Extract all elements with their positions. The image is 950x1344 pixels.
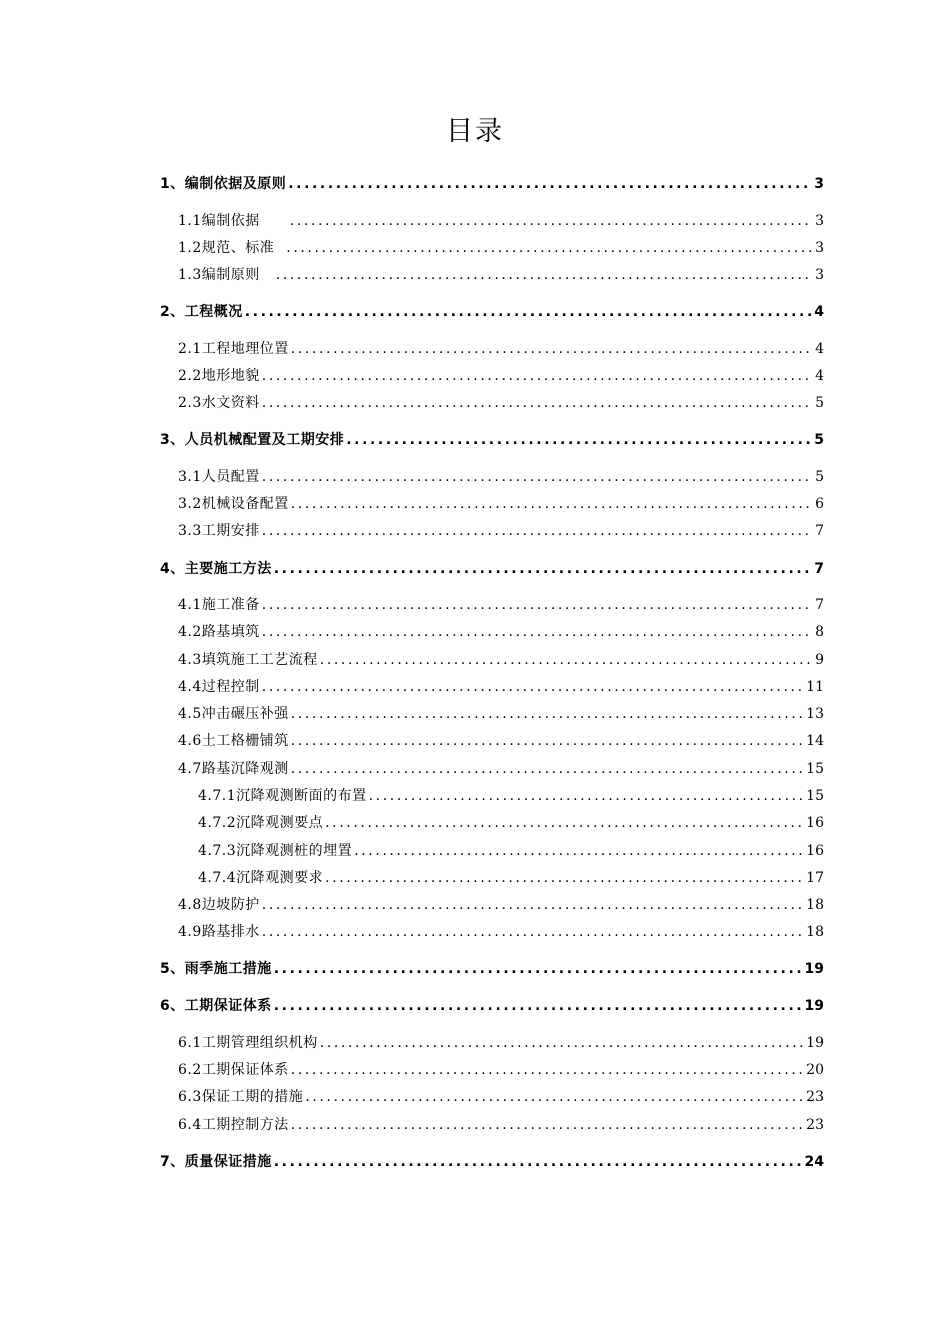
toc-entry-page-number: 3	[815, 240, 824, 256]
toc-entry-label: 4.7.4沉降观测要求	[198, 870, 324, 886]
toc-entry[interactable]	[178, 1088, 824, 1106]
toc-entry-label: 6.3保证工期的措施	[178, 1089, 304, 1105]
toc-entry[interactable]	[178, 522, 824, 540]
dot-leader	[274, 997, 803, 1015]
toc-entry-label: 4.7.2沉降观测要点	[198, 815, 324, 831]
toc-entry-page-number: 23	[806, 1089, 824, 1105]
dot-leader	[325, 869, 804, 887]
toc-entry-label: 4.7.3沉降观测桩的埋置	[198, 843, 353, 859]
toc-entry-label: 4.2路基填筑	[178, 624, 260, 640]
toc-entry-label: 4.5冲击碾压补强	[178, 706, 289, 722]
dot-leader	[262, 896, 804, 914]
toc-entry[interactable]	[178, 623, 824, 641]
dot-leader	[291, 705, 804, 723]
toc-entry-label: 2.3水文资料	[178, 395, 260, 411]
toc-entry-label: 2.1工程地理位置	[178, 341, 289, 357]
page-title: 目录	[446, 116, 504, 147]
toc-entry-label: 4.7.1沉降观测断面的布置	[198, 788, 367, 804]
toc-entry-label: 6.2工期保证体系	[178, 1062, 289, 1078]
toc-entry[interactable]	[178, 678, 824, 696]
toc-entry[interactable]	[178, 596, 824, 614]
toc-entry-page-number: 13	[806, 706, 824, 722]
toc-entry-page-number: 5	[814, 432, 824, 448]
toc-entry-page-number: 24	[804, 1154, 824, 1170]
toc-entry-label: 4.6土工格栅铺筑	[178, 733, 289, 749]
toc-entry[interactable]	[178, 468, 824, 486]
toc-entry-label: 4.7路基沉降观测	[178, 761, 289, 777]
toc-entry-label: 1.3编制原则	[178, 267, 260, 283]
toc-entry-label: 7、质量保证措施	[160, 1154, 272, 1170]
toc-entry-page-number: 15	[806, 788, 824, 804]
toc-entry-page-number: 16	[806, 843, 824, 859]
dot-leader	[291, 732, 804, 750]
toc-entry-label: 3.2机械设备配置	[178, 496, 289, 512]
dot-leader	[291, 1061, 804, 1079]
toc-entry-page-number: 11	[806, 679, 824, 695]
toc-entry-page-number: 5	[815, 395, 824, 411]
dot-leader	[276, 266, 812, 284]
dot-leader	[286, 239, 812, 257]
dot-leader	[305, 1088, 804, 1106]
toc-entry-page-number: 4	[815, 341, 824, 357]
dot-leader	[262, 394, 812, 412]
toc-entry[interactable]	[178, 923, 824, 941]
toc-entry-page-number: 8	[815, 624, 824, 640]
toc-entry-label: 2、工程概况	[160, 304, 243, 320]
toc-entry-page-number: 17	[806, 870, 824, 886]
toc-entry[interactable]	[178, 239, 824, 257]
toc-entry[interactable]	[178, 732, 824, 750]
toc-entry-label: 6.4工期控制方法	[178, 1117, 289, 1133]
toc-entry-page-number: 7	[814, 561, 824, 577]
toc-entry-page-number: 4	[814, 304, 824, 320]
dot-leader	[262, 596, 812, 614]
dot-leader	[262, 468, 812, 486]
toc-entry-page-number: 15	[806, 761, 824, 777]
dot-leader	[290, 212, 812, 230]
toc-entry[interactable]	[198, 869, 824, 887]
toc-entry-label: 4.9路基排水	[178, 924, 260, 940]
toc-entry[interactable]	[178, 212, 824, 230]
toc-entry[interactable]	[178, 651, 824, 669]
toc-entry-label: 2.2地形地貌	[178, 368, 260, 384]
toc-entry[interactable]	[178, 266, 824, 284]
toc-entry-page-number: 14	[806, 733, 824, 749]
toc-entry[interactable]	[160, 560, 824, 578]
dot-leader	[245, 303, 812, 321]
toc-entry[interactable]	[160, 303, 824, 321]
dot-leader	[288, 175, 812, 193]
toc-entry-page-number: 7	[815, 597, 824, 613]
toc-entry[interactable]	[198, 787, 824, 805]
toc-entry-page-number: 7	[815, 523, 824, 539]
toc-entry-page-number: 3	[814, 176, 824, 192]
toc-entry-page-number: 4	[815, 368, 824, 384]
dot-leader	[262, 678, 804, 696]
toc-entry-page-number: 3	[815, 267, 824, 283]
dot-leader	[291, 760, 804, 778]
dot-leader	[262, 923, 804, 941]
toc-entry-label: 6.1工期管理组织机构	[178, 1035, 318, 1051]
toc-entry-page-number: 20	[806, 1062, 824, 1078]
toc-entry-label: 4.4过程控制	[178, 679, 260, 695]
toc-entry-label: 1.1编制依据	[178, 213, 260, 229]
dot-leader	[346, 431, 812, 449]
toc-entry-label: 3.1人员配置	[178, 469, 260, 485]
toc-entry-label: 4.3填筑施工工艺流程	[178, 652, 318, 668]
toc-entry-label: 6、工期保证体系	[160, 998, 272, 1014]
toc-entry[interactable]	[178, 896, 824, 914]
toc-entry[interactable]	[178, 495, 824, 513]
toc-entry[interactable]	[198, 842, 824, 860]
toc-entry-label: 5、雨季施工措施	[160, 961, 272, 977]
toc-entry[interactable]	[160, 431, 824, 449]
toc-entry[interactable]	[178, 394, 824, 412]
dot-leader	[291, 495, 812, 513]
toc-entry[interactable]	[178, 367, 824, 385]
toc-entry-page-number: 18	[806, 924, 824, 940]
toc-entry-label: 4.8边坡防护	[178, 897, 260, 913]
toc-entry-page-number: 9	[815, 652, 824, 668]
toc-entry-label: 4、主要施工方法	[160, 561, 272, 577]
toc-entry[interactable]	[160, 960, 824, 978]
dot-leader	[262, 367, 812, 385]
toc-entry[interactable]	[178, 705, 824, 723]
toc-entry-label: 4.1施工准备	[178, 597, 260, 613]
toc-entry-page-number: 23	[806, 1117, 824, 1133]
toc-entry-page-number: 19	[804, 961, 824, 977]
dot-leader	[262, 623, 812, 641]
toc-entry[interactable]	[160, 997, 824, 1015]
dot-leader	[291, 1116, 804, 1134]
toc-entry[interactable]	[160, 175, 824, 193]
toc-entry-label: 1.2规范、标准	[178, 240, 275, 256]
toc-entry[interactable]	[178, 1116, 824, 1134]
toc-entry[interactable]	[198, 814, 824, 832]
dot-leader	[320, 651, 812, 669]
toc-entry[interactable]	[178, 340, 824, 358]
dot-leader	[262, 522, 812, 540]
toc-entry-label: 1、编制依据及原则	[160, 176, 287, 192]
toc-entry-label: 3、人员机械配置及工期安排	[160, 432, 345, 448]
toc-entry[interactable]	[160, 1153, 824, 1171]
toc-entry-page-number: 5	[815, 469, 824, 485]
toc-entry-page-number: 19	[804, 998, 824, 1014]
dot-leader	[291, 340, 812, 358]
dot-leader	[274, 1153, 803, 1171]
dot-leader	[354, 842, 804, 860]
dot-leader	[369, 787, 805, 805]
toc-entry-label: 3.3工期安排	[178, 523, 260, 539]
toc-entry-page-number: 19	[806, 1035, 824, 1051]
toc-entry[interactable]	[178, 760, 824, 778]
dot-leader	[325, 814, 804, 832]
toc-entry-page-number: 6	[815, 496, 824, 512]
toc-entry[interactable]	[178, 1034, 824, 1052]
toc-entry-page-number: 3	[815, 213, 824, 229]
toc-entry-page-number: 16	[806, 815, 824, 831]
dot-leader	[320, 1034, 804, 1052]
toc-entry[interactable]	[178, 1061, 824, 1079]
dot-leader	[274, 560, 812, 578]
dot-leader	[274, 960, 803, 978]
toc-entry-page-number: 18	[806, 897, 824, 913]
